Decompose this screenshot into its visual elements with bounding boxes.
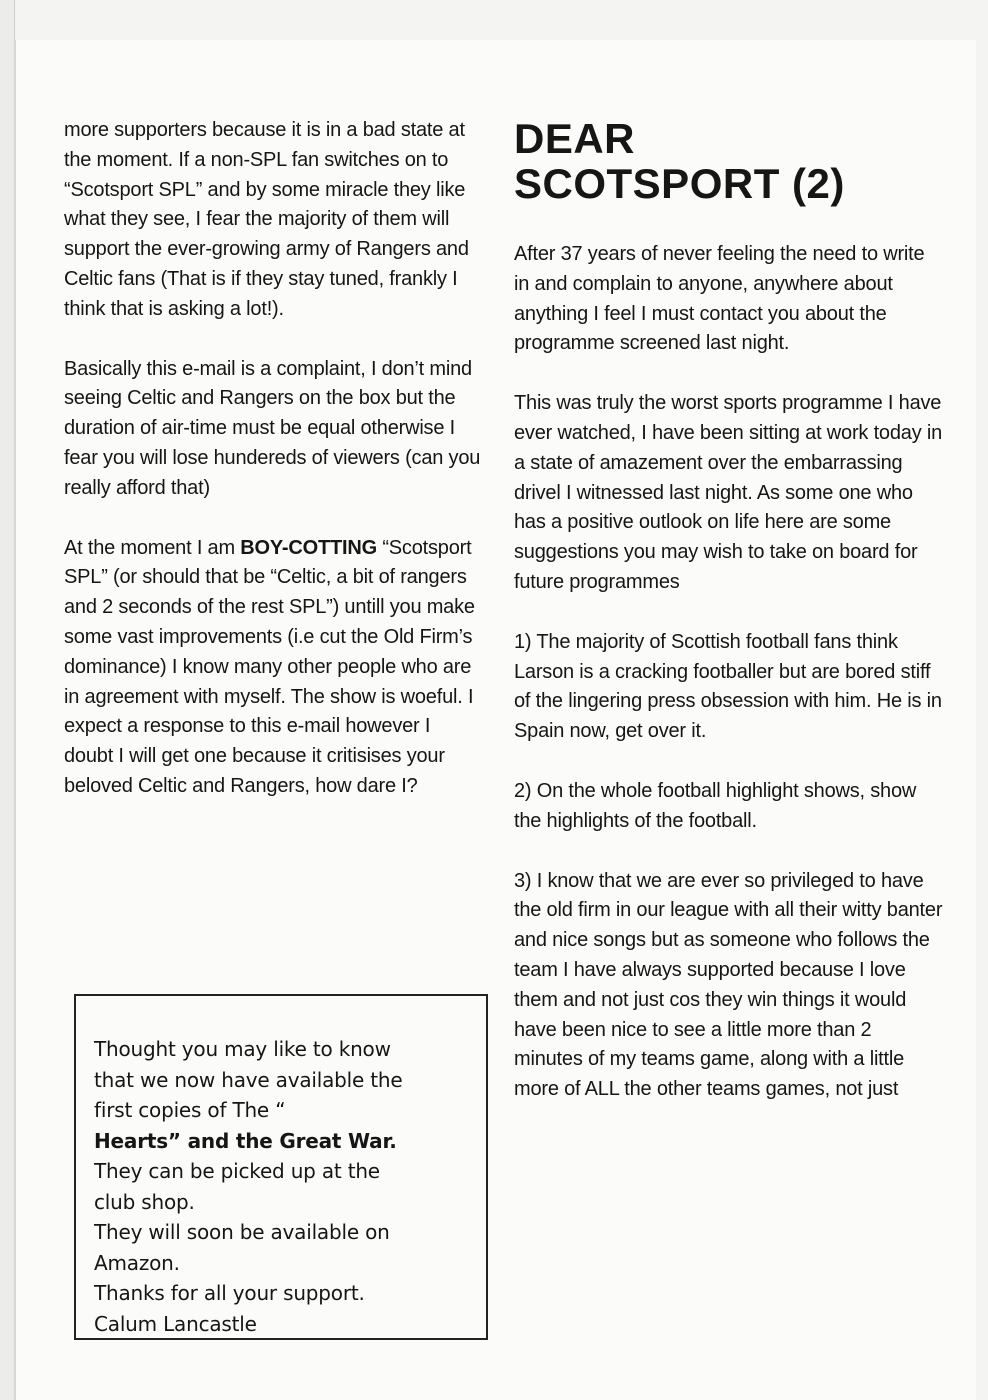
notice-line: club shop. <box>94 1189 195 1214</box>
paragraph-text: At the moment I am <box>64 536 241 559</box>
article-paragraph: 1) The majority of Scottish football fans think Larson is a cracking footballer but are bored stiff of the lingering press obsession with him. He is in Spain now, get over it. <box>514 630 942 743</box>
boycott-emphasis: BOY-COTTING <box>240 536 377 559</box>
article-paragraph: more supporters because it is in a bad state at the moment. If a non-SPL fan switches on to “Scotsport SPL” and by some miracle they like what they see, I fear the majority of them will support the ever-growing army of Rangers and Celtic fans (That is if they stay tuned, frankly I think that is asking a lot!). <box>64 119 469 320</box>
notice-line: first copies of The “ <box>94 1098 286 1122</box>
notice-line: Thanks for all your support. <box>94 1281 365 1305</box>
club-shop-notice-box <box>74 994 488 1340</box>
paragraph-text: “Scotsport SPL” (or should that be “Celtic, a bit of rangers and 2 seconds of the rest SPL”) untill you make some vast improvements (i.e cut the Old Firm’s dominance) I know many other people who are in agreement with myself. The show is woeful. I expect a response to this e-mail however I doubt I will get one because it critisises your beloved Celtic and Rangers, how dare I? <box>64 536 475 797</box>
notice-line: that we now have available the <box>94 1067 403 1092</box>
article-left-column <box>64 116 484 832</box>
notice-signature: Calum Lancastle <box>94 1311 257 1336</box>
article-paragraph: 2) On the whole football highlight shows, show the highlights of the football. <box>514 779 917 832</box>
article-right-column <box>514 116 944 1135</box>
notice-line: Thought you may like to know <box>94 1037 391 1061</box>
notice-line: They will soon be available on <box>94 1220 390 1244</box>
notice-line-book-title: Hearts” and the Great War. <box>94 1128 397 1153</box>
article-title <box>514 116 944 206</box>
notice-line: Amazon. <box>94 1250 180 1275</box>
article-paragraph: After 37 years of never feeling the need to write in and complain to anyone, anywhere about anything I feel I must contact you about the programme screened last night. <box>514 243 925 355</box>
article-paragraph: 3) I know that we are ever so privileged to have the old firm in our league with all their witty banter and nice songs but as someone who follows the team I have always supported because I love them and not just cos they win things it would have been nice to see a little more than 2 minutes of my teams game, along with a little more of ALL the other teams games, not just <box>514 869 943 1101</box>
article-paragraph: This was truly the worst sports programme I have ever watched, I have been sitting at work today in a state of amazement over the embarrassing drivel I witnessed last night. As some one who has a positive outlook on life here are some suggestions you may wish to take on board for future programmes <box>514 392 943 593</box>
notice-line: They can be picked up at the <box>94 1159 380 1183</box>
page-spine <box>0 0 15 1400</box>
title-line: DEAR <box>514 115 636 162</box>
title-line: SCOTSPORT (2) <box>514 160 845 207</box>
article-paragraph: Basically this e-mail is a complaint, I don’t mind seeing Celtic and Rangers on the box but the duration of air-time must be equal otherwise I fear you will lose hundereds of viewers (can you really afford that) <box>64 357 481 499</box>
article-paragraph-boycott <box>64 534 484 802</box>
